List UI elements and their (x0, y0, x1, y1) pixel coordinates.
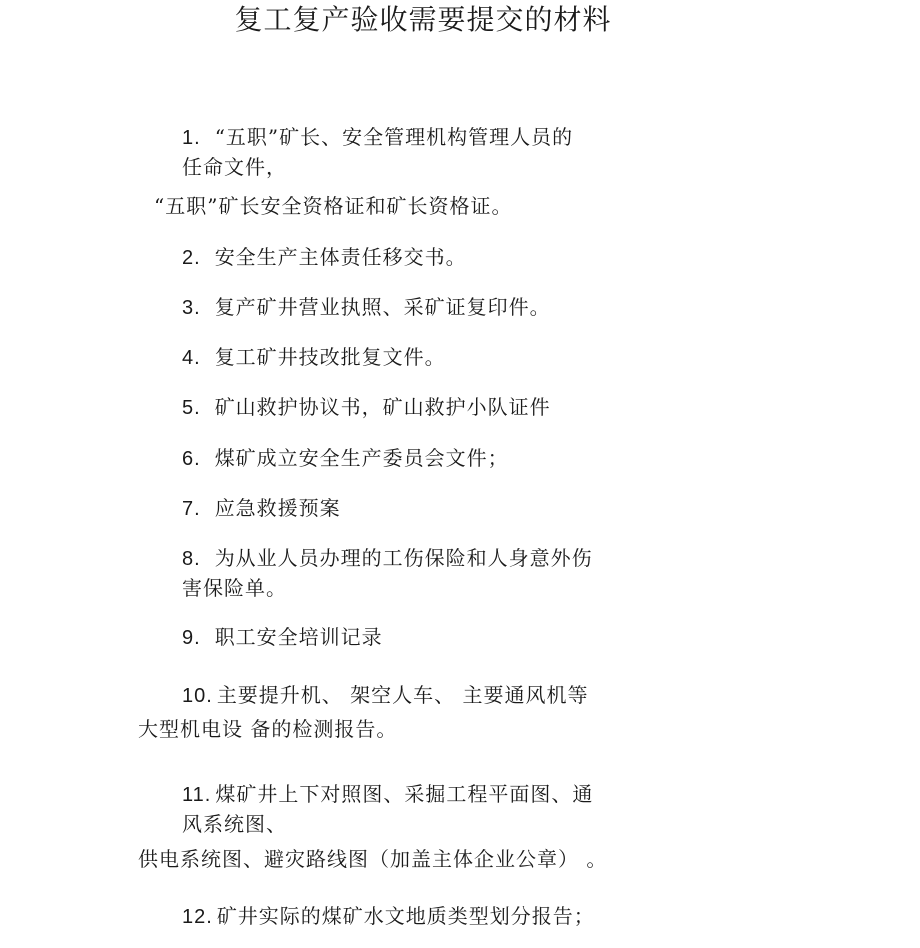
item-number: 5. (182, 397, 201, 419)
item-number: 1. (182, 127, 201, 149)
list-item-4 (182, 344, 446, 371)
item-number: 2. (182, 247, 201, 269)
list-item-7 (182, 495, 341, 522)
item-text: 应急救援预案 (214, 496, 341, 520)
list-item-2 (182, 244, 467, 271)
item-number: 7. (182, 498, 201, 520)
list-item-10 (182, 682, 589, 709)
item-number: 9. (182, 627, 201, 649)
item-number: 4. (182, 347, 201, 369)
item-text: 为从业人员办理的工伤保险和人身意外伤 (214, 546, 593, 570)
list-item-8-continuation: 害保险单。 (182, 576, 287, 600)
item-number: 8. (182, 548, 201, 570)
list-item-3 (182, 294, 551, 321)
item-text: 主要提升机、 架空人车、 主要通风机等 (216, 683, 589, 707)
item-text: 职工安全培训记录 (214, 625, 383, 649)
item-number: 6. (182, 448, 201, 470)
item-number: 12. (182, 906, 213, 928)
item-text: “五职”矿长、安全管理机构管理人员的 (214, 125, 574, 149)
list-item-11 (182, 781, 593, 808)
item-text: 安全生产主体责任移交书。 (214, 245, 467, 269)
list-item-10-tail: 大型机电设 备的检测报告。 (138, 717, 398, 741)
list-item-8 (182, 545, 593, 572)
list-item-1-tail: “五职”矿长安全资格证和矿长资格证。 (154, 194, 513, 218)
list-item-6 (182, 445, 509, 472)
item-text: 复产矿井营业执照、采矿证复印件。 (214, 295, 551, 319)
list-item-9 (182, 624, 383, 651)
document-title: 复工复产验收需要提交的材料 (234, 3, 612, 36)
item-text: 复工矿井技改批复文件。 (214, 345, 446, 369)
list-item-5 (182, 394, 551, 421)
list-item-11-continuation: 风系统图、 (182, 812, 287, 836)
item-text: 矿山救护协议书，矿山救护小队证件 (214, 395, 551, 419)
item-text: 煤矿成立安全生产委员会文件； (214, 446, 509, 470)
list-item-1-continuation: 任命文件， (182, 155, 287, 179)
item-number: 10. (182, 685, 213, 707)
item-number: 3. (182, 297, 201, 319)
list-item-11-tail: 供电系统图、避灾路线图（加盖主体企业公章） 。 (138, 847, 608, 871)
item-text: 矿井实际的煤矿水文地质类型划分报告； (216, 904, 595, 928)
list-item-12 (182, 903, 595, 930)
item-text: 煤矿井上下对照图、采掘工程平面图、通 (215, 782, 594, 806)
item-number: 11. (182, 784, 212, 806)
list-item-1 (182, 124, 573, 151)
